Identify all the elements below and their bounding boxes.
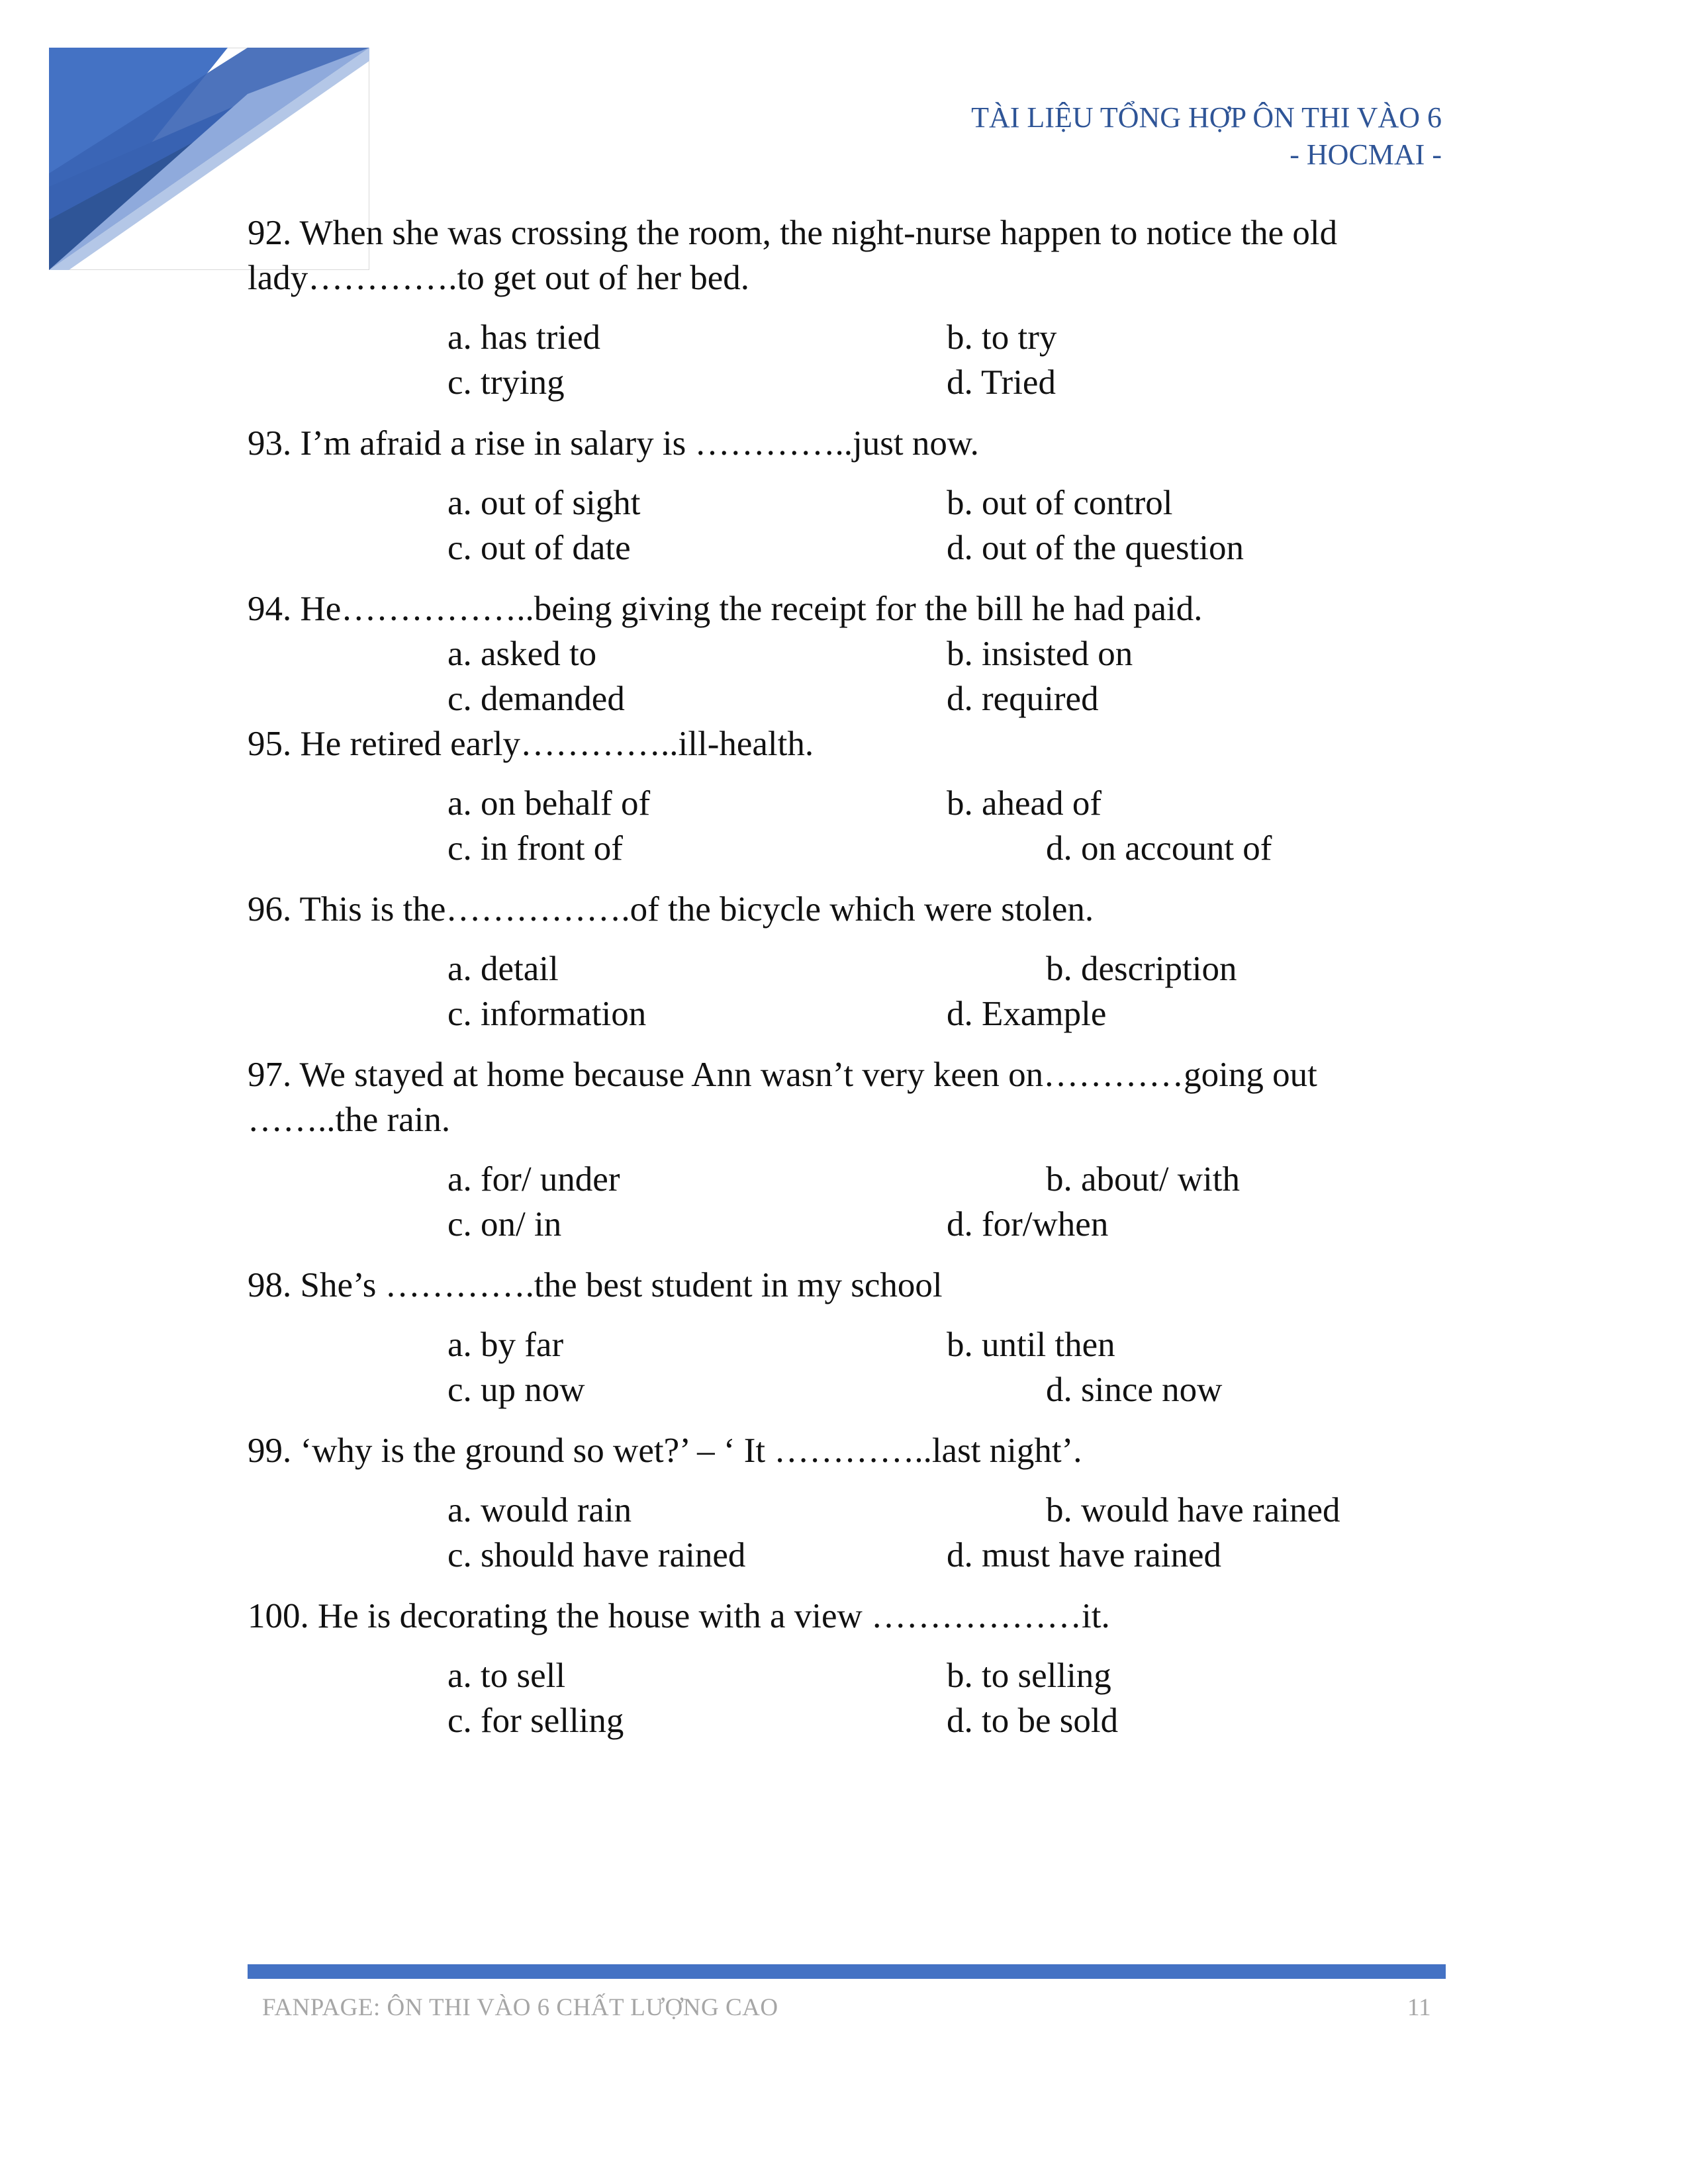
option-a: a. would rain [447, 1491, 632, 1529]
question-text: 98. She’s ………….the best student in my school [248, 1266, 943, 1304]
option-b: b. until then [947, 1326, 1115, 1364]
answer-options [248, 1488, 1446, 1578]
option-d: d. Example [947, 995, 1107, 1033]
option-d: d. on account of [1046, 829, 1272, 868]
question-text: 97. We stayed at home because Ann wasn’t very keen on…………going out ……..the rain. [248, 1056, 1317, 1139]
option-c: c. for selling [447, 1702, 624, 1740]
option-b: b. ahead of [947, 784, 1102, 823]
option-a: a. by far [447, 1326, 564, 1364]
option-a: a. to sell [447, 1657, 566, 1695]
answer-options [248, 480, 1446, 570]
option-d: d. to be sold [947, 1702, 1119, 1740]
question-text: 99. ‘why is the ground so wet?’ – ‘ It …………..last night’. [248, 1432, 1082, 1470]
question-text: 94. He……………..being giving the receipt for the bill he had paid. [248, 590, 1203, 628]
answer-options [248, 946, 1446, 1036]
option-d: d. for/when [947, 1205, 1109, 1244]
question-list [248, 210, 1446, 1759]
question-95 [248, 721, 1446, 871]
option-d: d. Tried [947, 363, 1056, 402]
question-text: 100. He is decorating the house with a view ………………it. [248, 1597, 1110, 1635]
answer-options [248, 631, 1446, 721]
footer-fanpage: FANPAGE: ÔN THI VÀO 6 CHẤT LƯỢNG CAO [262, 1994, 778, 2021]
option-d: d. required [947, 680, 1099, 718]
option-a: a. for/ under [447, 1160, 620, 1199]
option-b: b. description [1046, 950, 1237, 988]
question-99 [248, 1428, 1446, 1578]
option-c: c. out of date [447, 529, 631, 567]
document-header [971, 99, 1442, 173]
page-number: 11 [1407, 1994, 1431, 2021]
header-subtitle: - HOCMAI - [1289, 138, 1442, 171]
option-c: c. on/ in [447, 1205, 562, 1244]
option-a: a. on behalf of [447, 784, 651, 823]
option-b: b. to selling [947, 1657, 1111, 1695]
option-a: a. asked to [447, 635, 597, 673]
question-97 [248, 1052, 1446, 1247]
option-c: c. in front of [447, 829, 623, 868]
answer-options [248, 1157, 1446, 1247]
option-d: d. out of the question [947, 529, 1244, 567]
option-d: d. since now [1046, 1371, 1223, 1409]
answer-options [248, 315, 1446, 405]
footer-divider [248, 1964, 1446, 1979]
answer-options [248, 1653, 1446, 1743]
option-b: b. to try [947, 318, 1057, 357]
option-b: b. insisted on [947, 635, 1133, 673]
question-93 [248, 421, 1446, 570]
option-b: b. about/ with [1046, 1160, 1240, 1199]
question-100 [248, 1594, 1446, 1743]
answer-options [248, 781, 1446, 871]
question-text: 96. This is the…………….of the bicycle which were stolen. [248, 890, 1094, 929]
option-c: c. information [447, 995, 647, 1033]
option-c: c. up now [447, 1371, 585, 1409]
option-a: a. out of sight [447, 484, 641, 522]
header-title: TÀI LIỆU TỔNG HỢP ÔN THI VÀO 6 [971, 101, 1442, 134]
option-c: c. should have rained [447, 1536, 746, 1574]
option-c: c. demanded [447, 680, 625, 718]
question-98 [248, 1263, 1446, 1412]
answer-options [248, 1322, 1446, 1412]
option-b: b. would have rained [1046, 1491, 1340, 1529]
question-94 [248, 586, 1446, 721]
option-c: c. trying [447, 363, 565, 402]
question-text: 92. When she was crossing the room, the night-nurse happen to notice the old lady………….to get out of her bed. [248, 214, 1338, 297]
question-text: 95. He retired early…………..ill-health. [248, 725, 814, 763]
option-a: a. has tried [447, 318, 601, 357]
question-text: 93. I’m afraid a rise in salary is …………..just now. [248, 424, 979, 463]
question-96 [248, 887, 1446, 1036]
option-b: b. out of control [947, 484, 1173, 522]
option-a: a. detail [447, 950, 559, 988]
option-d: d. must have rained [947, 1536, 1222, 1574]
question-92 [248, 210, 1446, 405]
